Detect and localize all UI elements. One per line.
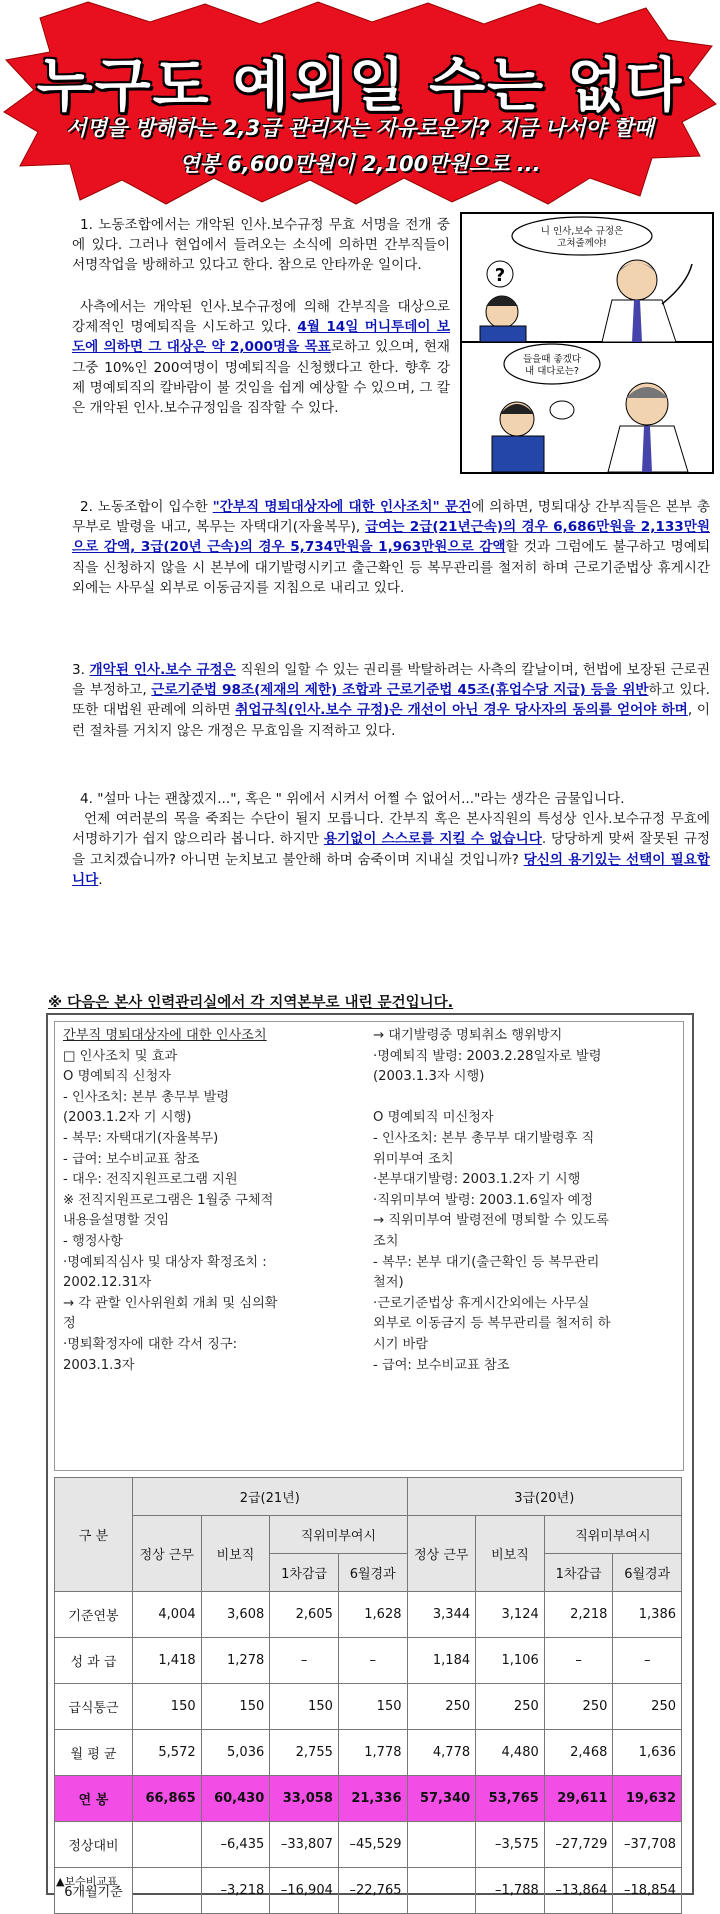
table-cell: 3,608 xyxy=(201,1592,270,1638)
grade2-unassigned-header: 직위미부여시 xyxy=(270,1516,407,1554)
grade3-normal-header: 정상 근무 xyxy=(407,1516,476,1592)
grade3-cut1-header: 1차감급 xyxy=(544,1554,613,1592)
table-cell: 1,184 xyxy=(407,1638,476,1684)
table-cell: 1,278 xyxy=(201,1638,270,1684)
grade2-cut1-header: 1차감급 xyxy=(270,1554,339,1592)
cartoon-bubble1-line1: 니 인사,보수 규정은 xyxy=(540,226,624,237)
section3-highlight-rules: 개악된 인사.보수 규정은 xyxy=(89,662,236,678)
internal-document xyxy=(46,1013,694,1900)
salary-table-body xyxy=(55,1592,682,1914)
doc-left-line: - 대우: 전직지원프로그램 지원 xyxy=(63,1172,238,1188)
grade2-header: 2급(21년) xyxy=(133,1478,408,1516)
row-label: 월 평 균 xyxy=(55,1730,133,1776)
cartoon-drawing xyxy=(462,214,712,472)
doc-right-line xyxy=(373,1088,677,1109)
doc-left-line: O 명예퇴직 신청자 xyxy=(63,1069,171,1085)
cartoon-bubble2-line2: 내 대다로는? xyxy=(525,366,579,377)
table-cell: – xyxy=(338,1638,407,1684)
section2-highlight-doc: "간부직 명퇴대상자에 대한 인사조치" 문건 xyxy=(212,499,472,515)
row-label: 성 과 급 xyxy=(55,1638,133,1684)
table-cell: 60,430 xyxy=(201,1776,270,1822)
table-cell: –27,729 xyxy=(544,1822,613,1868)
table-cell: 3,124 xyxy=(476,1592,545,1638)
row-label: 정상대비 xyxy=(55,1822,133,1868)
table-cell: –45,529 xyxy=(338,1822,407,1868)
grade3-header: 3급(20년) xyxy=(407,1478,682,1516)
table-cell: 2,218 xyxy=(544,1592,613,1638)
cartoon-question-mark: ? xyxy=(494,265,506,286)
doc-right-line: ·본부대기발령: 2003.1.2자 기 시행 xyxy=(373,1172,581,1188)
banner-subtitle: 서명을 방해하는 2,3급 관리자는 자유로운가? 지금 나서야 할때 xyxy=(66,116,654,140)
table-cell: 150 xyxy=(270,1684,339,1730)
doc-right-line: 시기 바람 xyxy=(373,1336,429,1352)
section4-highlight-courage: 용기없이 스스로를 지킬 수 없습니다 xyxy=(323,831,542,848)
grade3-unassigned-header: 직위미부여시 xyxy=(544,1516,681,1554)
table-cell: 150 xyxy=(201,1684,270,1730)
doc-right-line: → 대기발령중 명퇴취소 행위방지 xyxy=(373,1028,563,1043)
cartoon-bubble1-line2: 고쳐줄께야! xyxy=(557,238,607,249)
doc-right-line: O 명예퇴직 미신청자 xyxy=(373,1110,494,1126)
table-cell: 1,628 xyxy=(338,1592,407,1638)
table-caption: ▲보수비교표 xyxy=(56,1875,118,1888)
table-cell: 250 xyxy=(613,1684,682,1730)
table-cell: –3,218 xyxy=(201,1868,270,1914)
doc-right-line: - 급여: 보수비교표 참조 xyxy=(373,1357,510,1373)
grade3-month6-header: 6월경과 xyxy=(613,1554,682,1592)
doc-right-line: (2003.1.3자 시행) xyxy=(373,1069,485,1085)
doc-right-line: 외부로 이동금지 등 복무관리를 철저히 하 xyxy=(373,1316,611,1332)
doc-right-line: 철저) xyxy=(373,1275,404,1291)
banner xyxy=(0,0,720,205)
table-cell xyxy=(407,1822,476,1868)
document-left-column xyxy=(63,1026,363,1376)
doc-right-line: ·직위미부여 발령: 2003.1.6일자 예정 xyxy=(373,1192,594,1208)
table-cell: –1,788 xyxy=(476,1868,545,1914)
table-cell: – xyxy=(544,1638,613,1684)
table-corner-header: 구 분 xyxy=(55,1478,133,1592)
doc-left-line: - 행정사항 xyxy=(63,1233,123,1249)
notice-heading: ※ 다음은 본사 인력관리실에서 각 지역본부로 내린 문건입니다. xyxy=(48,995,454,1011)
doc-right-line: → 직위미부여 발령전에 명퇴할 수 있도록 xyxy=(373,1213,609,1229)
section2-text3: 할 것과 그럼에도 불구하고 명예퇴직을 신청하지 않을 시 본부에 대기발령시키고 출근확인 등 복무관리를 철저히 하며 근로기준법상 휴게시간 외에는 사무실 외부로 이동금지를 지침으로 내리고 있다. xyxy=(72,539,710,596)
table-row xyxy=(55,1868,682,1914)
doc-left-line: 2003.1.3자 xyxy=(63,1357,135,1373)
table-row xyxy=(55,1638,682,1684)
table-cell xyxy=(133,1822,202,1868)
section1-body xyxy=(72,297,450,418)
table-cell: 2,468 xyxy=(544,1730,613,1776)
section4-highlight-choice: 당신의 용기있는 선택이 필요합니다 xyxy=(72,851,710,888)
cartoon-bubble2-line1: 들을때 좋겠다 xyxy=(522,354,582,365)
table-cell: 1,418 xyxy=(133,1638,202,1684)
section3-highlight-law: 근로기준법 98조(제재의 제한) 조합과 근로기준법 45조(휴업수당 지급) 등을 위반 xyxy=(151,682,649,699)
table-cell: 1,386 xyxy=(613,1592,682,1638)
section3-text3: 하고 있다. 또한 대법원 판례에 의하면 xyxy=(72,682,710,719)
table-row xyxy=(55,1730,682,1776)
doc-left-line: ※ 전직지원프로그램은 1월중 구체적 xyxy=(63,1192,274,1208)
grade2-nonpost-header: 비보직 xyxy=(201,1516,270,1592)
section2-highlight-salary: 급여는 2급(21년근속)의 경우 6,686만원을 2,133만원으로 감액, 3급(20년 근속)의 경우 5,734만원을 1,963만원으로 감액 xyxy=(72,519,711,556)
doc-left-line: → 각 관할 인사위원회 개최 및 심의확 xyxy=(63,1295,278,1311)
table-cell: – xyxy=(613,1638,682,1684)
banner-subtitle-salary: 연봉 6,600만원이 2,100만원으로 ... xyxy=(179,152,541,176)
table-row xyxy=(55,1822,682,1868)
table-cell: 29,611 xyxy=(544,1776,613,1822)
table-cell xyxy=(407,1868,476,1914)
section3-text1: 3. xyxy=(72,662,90,678)
table-cell: 250 xyxy=(476,1684,545,1730)
table-cell: 250 xyxy=(407,1684,476,1730)
table-cell: –33,807 xyxy=(270,1822,339,1868)
table-cell: 1,636 xyxy=(613,1730,682,1776)
table-cell: –3,575 xyxy=(476,1822,545,1868)
table-row xyxy=(55,1592,682,1638)
table-cell: –22,765 xyxy=(338,1868,407,1914)
document-text-area xyxy=(54,1021,684,1471)
section4-text2: 언제 여러분의 목을 죽죄는 수단이 될지 모릅니다. 간부직 혹은 본사직원의 특성상 인사.보수규정 무효에 서명하기가 쉽지 않으리라 봅니다. 하지만 xyxy=(72,811,710,848)
doc-right-line: 위미부여 조치 xyxy=(373,1151,454,1167)
table-cell: 33,058 xyxy=(270,1776,339,1822)
grade2-normal-header: 정상 근무 xyxy=(133,1516,202,1592)
table-cell: 150 xyxy=(338,1684,407,1730)
doc-right-line: ·명예퇴직 발령: 2003.2.28일자로 발령 xyxy=(373,1048,602,1064)
doc-left-line: (2003.1.2자 기 시행) xyxy=(63,1110,192,1126)
row-label: 연 봉 xyxy=(55,1776,133,1822)
section1-text2: 사측에서는 개악된 인사.보수규정에 의해 간부직을 대상으로 강제적인 명예퇴직을 시도하고 있다. xyxy=(72,299,450,336)
doc-right-line: ·근로기준법상 휴게시간외에는 사무실 xyxy=(373,1295,590,1311)
doc-left-line: - 급여: 보수비교표 참조 xyxy=(63,1151,200,1167)
table-cell: 66,865 xyxy=(133,1776,202,1822)
section3-highlight-court: 취업규칙(인사.보수 규정)은 개선이 아닌 경우 당사자의 동의를 얻어야 하며 xyxy=(235,702,688,719)
table-cell: 2,605 xyxy=(270,1592,339,1638)
table-cell: 4,480 xyxy=(476,1730,545,1776)
doc-right-line: - 복무: 본부 대기(출근확인 등 복무관리 xyxy=(373,1254,600,1270)
doc-left-line: 간부직 명퇴대상자에 대한 인사조치 xyxy=(63,1028,267,1043)
table-cell: 19,632 xyxy=(613,1776,682,1822)
table-cell: 150 xyxy=(133,1684,202,1730)
section2-text1: 2. 노동조합이 입수한 xyxy=(80,499,213,515)
section1-text3: 로하고 있으며, 현재 그중 10%인 200여명이 명예퇴직을 신청했다고 한다. 향후 강제 명예퇴직의 칼바람이 불 것임을 쉽게 예상할 수 있으며, 그 칼은 개악된 인사.보수규정임을 짐작할 수 있다. xyxy=(72,339,450,417)
doc-left-line: ·명퇴확정자에 대한 각서 징구: xyxy=(63,1336,238,1352)
table-cell: 1,778 xyxy=(338,1730,407,1776)
table-cell: 4,004 xyxy=(133,1592,202,1638)
doc-left-line: - 복무: 자택대기(자율복무) xyxy=(63,1130,219,1146)
table-cell: –37,708 xyxy=(613,1822,682,1868)
doc-left-line: ·명예퇴직심사 및 대상자 확정조치 : xyxy=(63,1254,267,1270)
table-cell: –6,435 xyxy=(201,1822,270,1868)
doc-right-line: - 인사조치: 본부 총무부 대기발령후 직 xyxy=(373,1130,595,1146)
salary-comparison-table xyxy=(54,1477,682,1914)
table-cell: –18,854 xyxy=(613,1868,682,1914)
table-cell: 3,344 xyxy=(407,1592,476,1638)
doc-left-line: 내용을설명할 것임 xyxy=(63,1213,170,1229)
row-label: 6개월기준 xyxy=(55,1868,133,1914)
doc-left-line: 정 xyxy=(63,1316,76,1332)
table-cell: 250 xyxy=(544,1684,613,1730)
table-cell xyxy=(133,1868,202,1914)
section3-text2: 직원의 일할 수 있는 권리를 박탈하려는 사측의 칼날이며, 헌법에 보장된 근로권을 부정하고, xyxy=(72,662,710,699)
table-cell: – xyxy=(270,1638,339,1684)
doc-left-line: □ 인사조치 및 효과 xyxy=(63,1048,178,1064)
section3-text4: , 이런 절차를 거치지 않은 개정은 무효임을 지적하고 있다. xyxy=(72,702,710,739)
section1-highlight: 4월 14일 머니투데이 보도에 의하면 그 대상은 약 2,000명을 목표 xyxy=(72,319,450,356)
table-cell: 57,340 xyxy=(407,1776,476,1822)
section3 xyxy=(72,660,710,741)
doc-right-line: 조치 xyxy=(373,1233,399,1249)
grade2-month6-header: 6월경과 xyxy=(338,1554,407,1592)
section4 xyxy=(72,789,710,890)
section2 xyxy=(72,497,710,598)
section4-text3: . 당당하게 맞써 잘못된 규정을 고치겠습니까? 아니면 눈치보고 불안해 하며 숨죽이며 지내실 것입니까? xyxy=(72,831,710,868)
table-row xyxy=(55,1684,682,1730)
section1-intro xyxy=(72,215,450,276)
table-cell: –13,864 xyxy=(544,1868,613,1914)
table-cell: 5,036 xyxy=(201,1730,270,1776)
row-label: 기준연봉 xyxy=(55,1592,133,1638)
grade3-nonpost-header: 비보직 xyxy=(476,1516,545,1592)
doc-left-line: - 인사조치: 본부 총무부 발령 xyxy=(63,1089,230,1105)
banner-title: 누구도 예외일 수는 없다 xyxy=(36,51,684,119)
table-cell: 53,765 xyxy=(476,1776,545,1822)
document-right-column xyxy=(373,1026,677,1376)
table-cell: 21,336 xyxy=(338,1776,407,1822)
table-cell: 4,778 xyxy=(407,1730,476,1776)
section1-text1: 1. 노동조합에서는 개악된 인사.보수규정 무효 서명을 전개 중에 있다. 그러나 현업에서 들려오는 소식에 의하면 간부직들이 서명작업을 방해하고 있다고 한다. 참으로 안타까운 일이다. xyxy=(72,217,450,274)
table-cell: 1,106 xyxy=(476,1638,545,1684)
table-cell: 2,755 xyxy=(270,1730,339,1776)
section4-text1: 4. "설마 나는 괜찮겠지...", 혹은 " 위에서 시켜서 어쩔 수 없어서..."라는 생각은 금물입니다. xyxy=(80,791,625,807)
cartoon-illustration xyxy=(460,212,714,474)
row-label: 급식통근 xyxy=(55,1684,133,1730)
doc-left-line: 2002.12.31자 xyxy=(63,1275,152,1291)
table-row xyxy=(55,1776,682,1822)
section2-text2: 에 의하면, 명퇴대상 간부직들은 본부 총무부로 발령을 내고, 복무는 자택대기(자율복무), xyxy=(72,499,710,536)
table-cell: –16,904 xyxy=(270,1868,339,1914)
section4-text4: . xyxy=(98,871,103,888)
table-cell: 5,572 xyxy=(133,1730,202,1776)
